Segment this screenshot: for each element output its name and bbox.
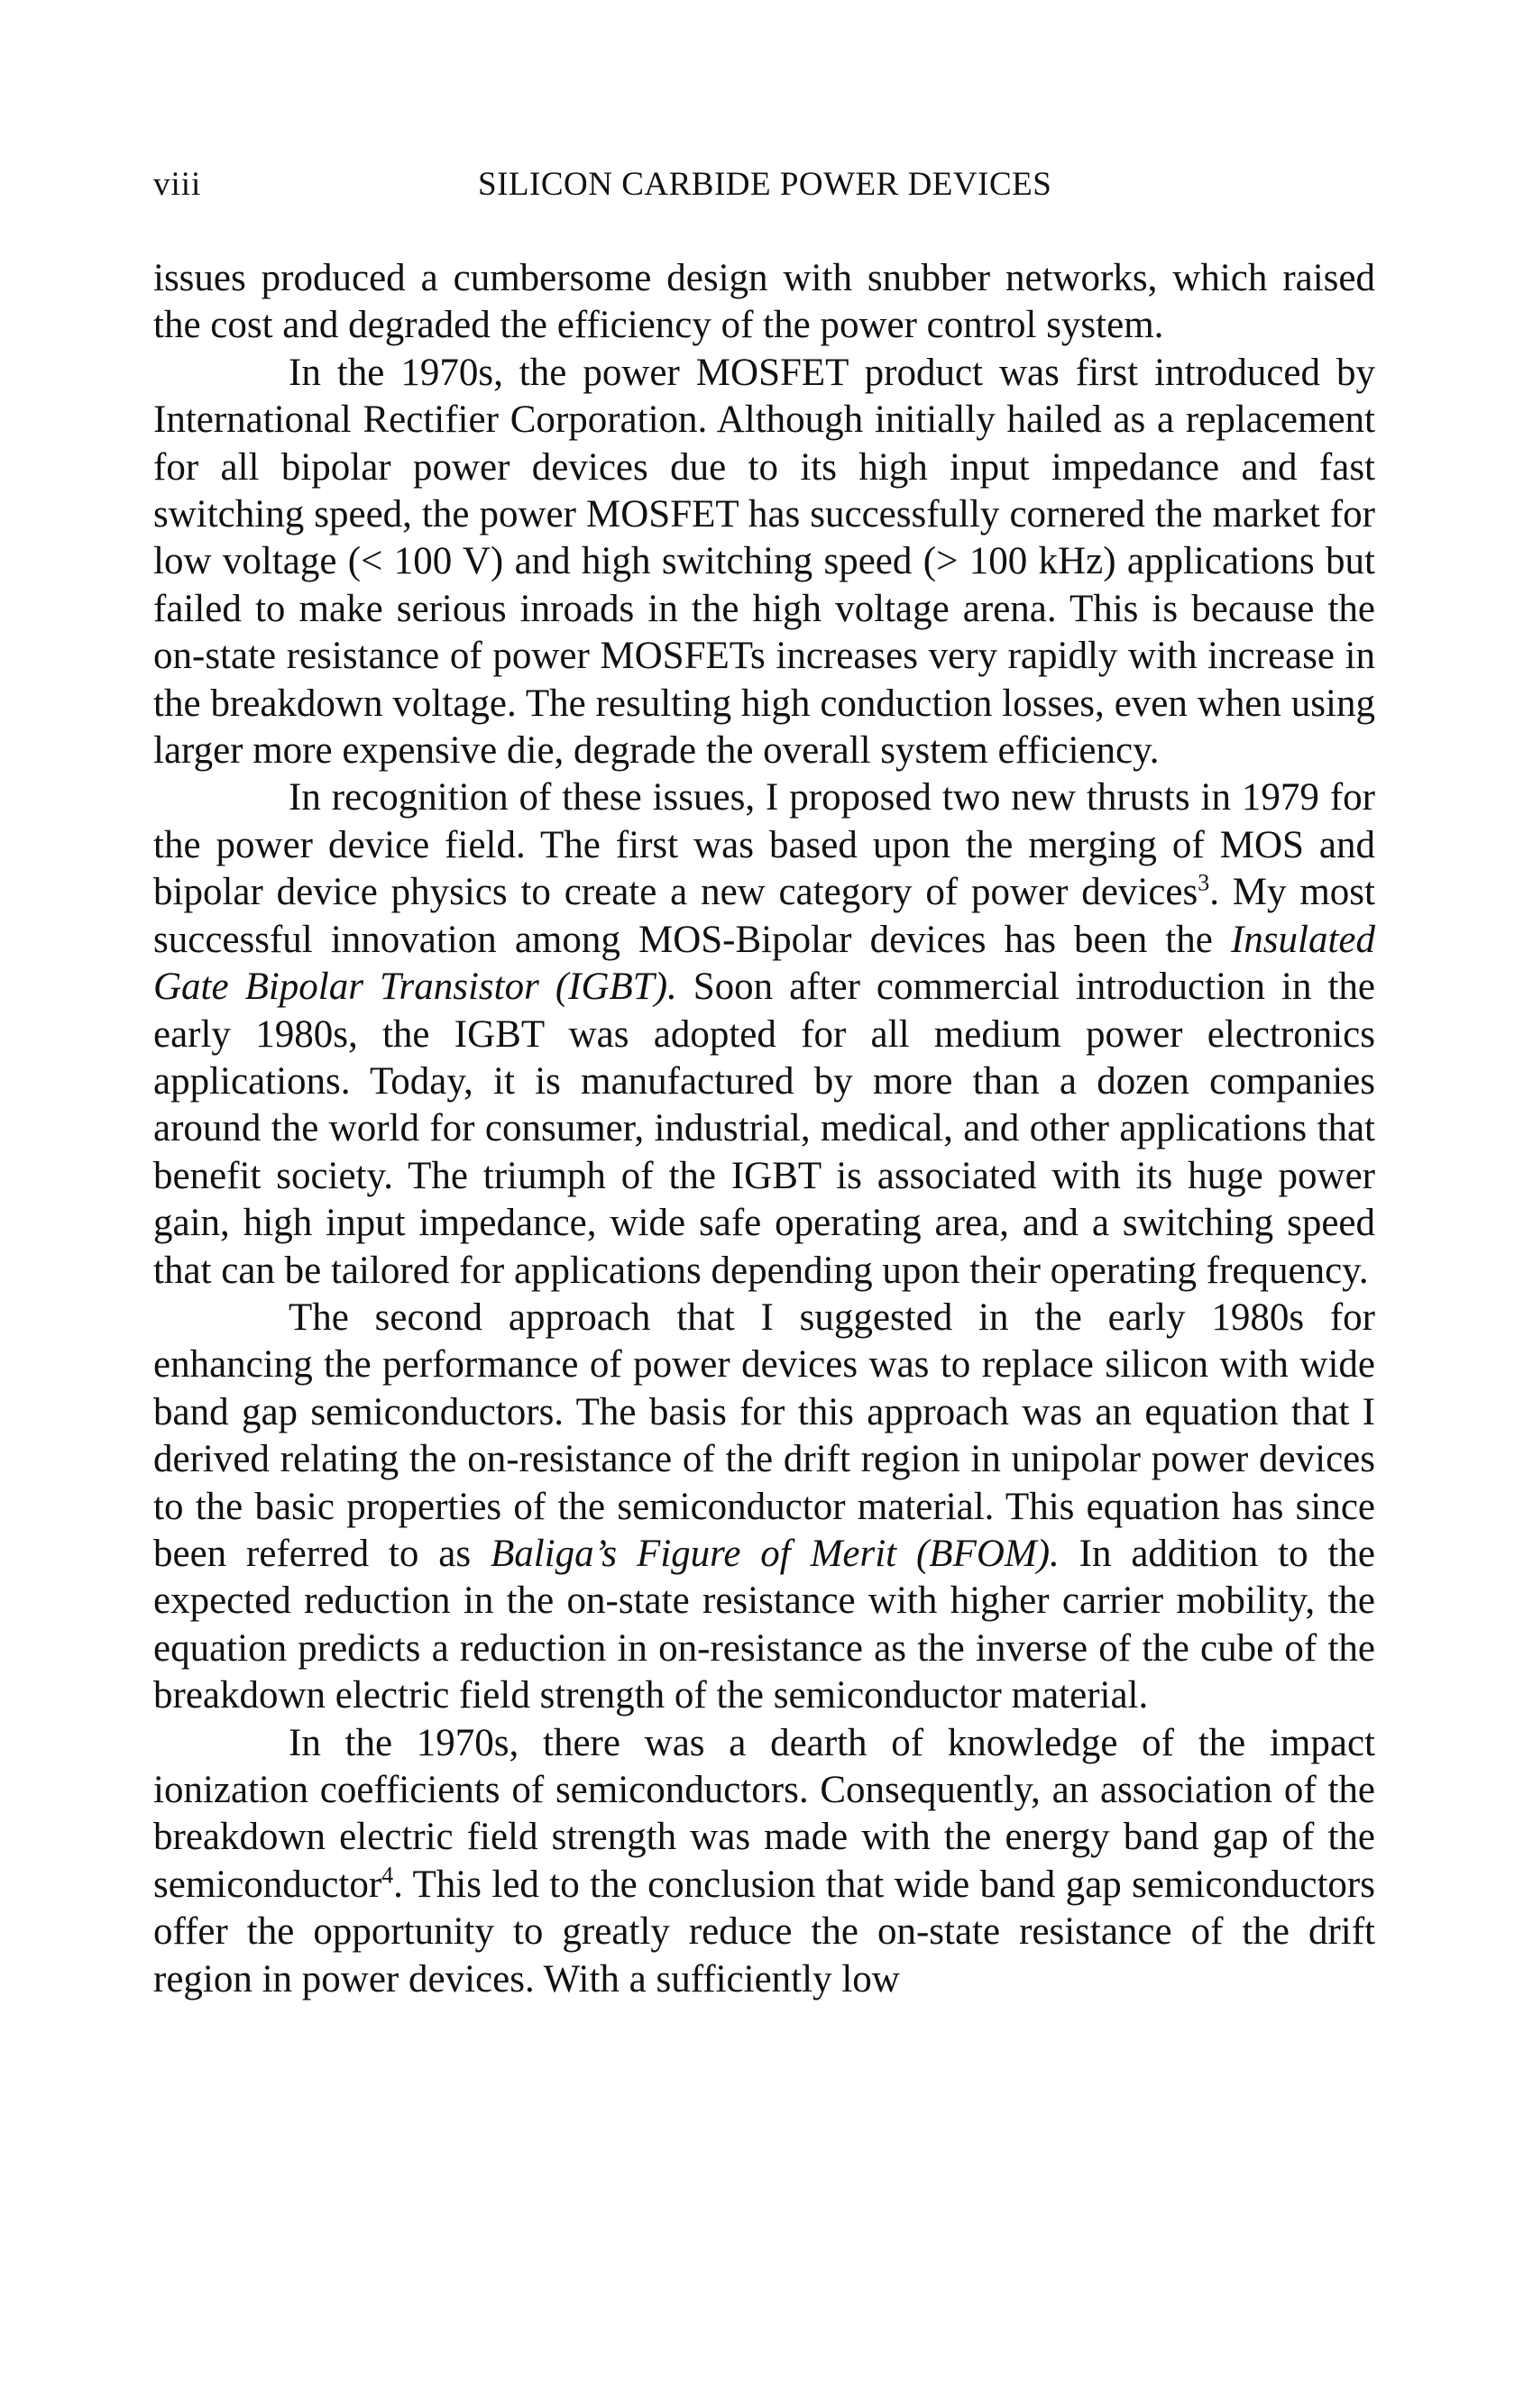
paragraph-5-text-2: . This led to the conclusion that wide band gap semiconductors offer the opportunity to greatly reduce the on-state resistance of the drift region in power devices. With a sufficiently low [153,1863,1375,2001]
paragraph-3 [153,774,1375,1294]
paragraph-5 [153,1720,1375,2003]
footnote-ref-4: 4 [381,1862,394,1889]
paragraph-5-text-1: In the 1970s, there was a dearth of knowledge of the impact ionization coefficients of semiconductors. Consequently, an association of the breakdown electric field strength was made with the energy band gap of the semiconductor [153,1721,1375,1906]
paragraph-3-text-2: . My most successful innovation among MOS-Bipolar devices has been the [153,871,1375,961]
paragraph-2 [153,350,1375,775]
paragraph-3-text-1: In recognition of these issues, I proposed two new thrusts in 1979 for the power device field. The first was based upon the merging of MOS and bipolar device physics to create a new category of power devices [153,776,1375,914]
igbt-term: Insulated Gate Bipolar Transistor (IGBT). [153,918,1375,1009]
body-text [153,255,1375,2003]
paragraph-1-text: issues produced a cumbersome design with snubber networks, which raised the cost and degraded the efficiency of the power control system. [153,257,1375,347]
paragraph-4-text-2: In addition to the expected reduction in the on-state resistance with higher carrier mobility, the equation predicts a reduction in on-resistance as the inverse of the cube of the breakdown electric field strength of the semiconductor material. [153,1532,1375,1717]
paragraph-2-text: In the 1970s, the power MOSFET product was first introduced by International Rectifier Corporation. Although initially hailed as a replacement for all bipolar power devices due to its high input impedance and fast switching speed, the power MOSFET has successfully cornered the market for low voltage (< 100 V) and high switching speed (> 100 kHz) applications but failed to make serious inroads in the high voltage arena. This is because the on-state resistance of power MOSFETs increases very rapidly with increase in the breakdown voltage. The resulting high conduction losses, even when using larger more expensive die, degrade the overall system efficiency. [153,351,1375,773]
paragraph-4-text-1: The second approach that I suggested in the early 1980s for enhancing the performance of power devices was to replace silicon with wide band gap semiconductors. The basis for this approach was an equation that I derived relating the on-resistance of the drift region in unipolar power devices to the basic properties of the semiconductor material. This equation has since been referred to as [153,1296,1375,1575]
running-head [153,165,1371,210]
running-title: SILICON CARBIDE POWER DEVICES [478,166,1052,203]
paragraph-3-text-3: Soon after commercial introduction in the early 1980s, the IGBT was adopted for all medium power electronics applications. Today, it is manufactured by more than a dozen companies around the world for consumer, industrial, medical, and other applications that benefit society. The triumph of the IGBT is associated with its huge power gain, high input impedance, wide safe operating area, and a switching speed that can be tailored for applications depending upon their operating frequency. [153,966,1375,1292]
page-number: viii [153,166,202,203]
footnote-ref-3: 3 [1198,869,1210,896]
paragraph-4 [153,1295,1375,1720]
bfom-term: Baliga’s Figure of Merit (BFOM). [490,1532,1060,1575]
paragraph-1 [153,255,1375,350]
